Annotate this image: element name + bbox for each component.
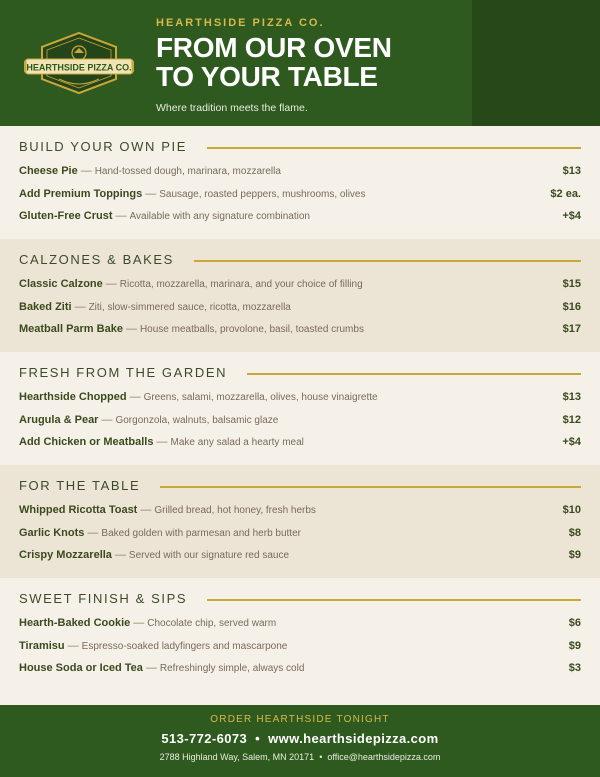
website-link[interactable]: www.hearthsidepizza.com — [268, 731, 439, 746]
item-dash: — — [67, 639, 79, 652]
item-name: Hearth-Baked Cookie — [19, 617, 131, 629]
menu-item — [19, 188, 581, 211]
item-name: House Soda or Iced Tea — [19, 662, 143, 674]
menu-section — [0, 578, 600, 691]
menu-section — [0, 239, 600, 352]
menu-item — [19, 640, 581, 663]
item-price: $13 — [562, 165, 581, 177]
item-description: Available with any signature combination — [129, 211, 310, 222]
item-price: +$4 — [562, 436, 581, 448]
section-header — [19, 362, 581, 382]
item-price: $8 — [568, 526, 581, 539]
headline — [156, 33, 392, 91]
menu-item — [19, 210, 581, 233]
section-divider — [194, 260, 581, 262]
item-price: $16 — [562, 300, 581, 313]
section-header — [19, 136, 581, 156]
item-price: $12 — [562, 413, 581, 426]
section-divider — [247, 373, 581, 375]
item-name: Classic Calzone — [19, 278, 103, 290]
item-name: Tiramisu — [19, 639, 65, 652]
section-divider — [160, 486, 581, 488]
section-header — [19, 475, 581, 495]
menu-item — [19, 323, 581, 346]
menu-item — [19, 617, 581, 640]
menu-item — [19, 662, 581, 685]
menu-section — [0, 352, 600, 465]
item-description: Ziti, slow-simmered sauce, ricotta, mozzarella — [88, 301, 291, 313]
address: 2788 Highland Way, Salem, MN 20171 — [159, 752, 315, 762]
section-header — [19, 249, 581, 269]
item-name: Crispy Mozzarella — [19, 549, 112, 561]
item-description: Ricotta, mozzarella, marinara, and your choice of filling — [119, 279, 363, 290]
phone-number[interactable]: 513-772-6073 — [161, 731, 248, 746]
item-price: $9 — [568, 549, 581, 561]
item-dash: — — [105, 278, 117, 290]
item-price: $15 — [562, 278, 581, 290]
item-dash: — — [140, 504, 152, 516]
section-divider — [207, 147, 581, 149]
item-dash: — — [133, 617, 145, 629]
header — [0, 0, 600, 126]
item-dash: — — [74, 300, 86, 313]
item-description: Espresso-soaked ladyfingers and mascarpone — [81, 640, 288, 652]
item-dash: — — [129, 391, 141, 403]
item-description: Refreshingly simple, always cold — [159, 663, 305, 674]
footer-contact — [0, 731, 600, 746]
menu-section — [0, 465, 600, 578]
item-name: Add Premium Toppings — [19, 187, 143, 200]
item-name: Garlic Knots — [19, 526, 85, 539]
item-description: Baked golden with parmesan and herb butter — [101, 527, 301, 539]
item-list — [19, 165, 581, 233]
item-dash: — — [145, 662, 157, 674]
separator-dot: • — [255, 731, 261, 746]
menu-section — [0, 126, 600, 239]
menu-item — [19, 504, 581, 527]
menu-item — [19, 278, 581, 301]
logo-badge — [24, 31, 134, 95]
item-dash: — — [101, 413, 113, 426]
footer-cta: ORDER HEARTHSIDE TONIGHT — [210, 714, 390, 725]
item-dash: — — [80, 165, 92, 177]
item-name: Baked Ziti — [19, 300, 72, 313]
section-title: SWEET FINISH & SIPS — [19, 590, 188, 606]
item-price: +$4 — [562, 210, 581, 222]
item-list — [19, 391, 581, 459]
item-dash: — — [125, 323, 137, 335]
item-list — [19, 617, 581, 685]
item-description: Make any salad a hearty meal — [170, 437, 304, 448]
footer-address-line — [0, 752, 600, 762]
menu-item — [19, 301, 581, 324]
section-title: BUILD YOUR OWN PIE — [19, 138, 187, 154]
email-link[interactable]: office@hearthsidepizza.com — [327, 752, 441, 762]
item-name: Hearthside Chopped — [19, 391, 127, 403]
menu-item — [19, 414, 581, 437]
item-name: Meatball Parm Bake — [19, 323, 123, 335]
menu-item — [19, 436, 581, 459]
item-name: Add Chicken or Meatballs — [19, 436, 154, 448]
item-name: Gluten-Free Crust — [19, 210, 113, 222]
section-title: FRESH FROM THE GARDEN — [19, 364, 228, 380]
headline-line-1: FROM OUR OVEN — [156, 32, 392, 63]
item-dash: — — [145, 187, 157, 200]
item-name: Arugula & Pear — [19, 413, 99, 426]
menu-item — [19, 527, 581, 550]
item-price: $13 — [562, 391, 581, 403]
menu-body — [0, 126, 600, 691]
item-name: Cheese Pie — [19, 165, 78, 177]
footer — [0, 705, 600, 777]
brand-name: HEARTHSIDE PIZZA CO. — [156, 17, 325, 29]
item-description: House meatballs, provolone, basil, toasted crumbs — [139, 324, 364, 335]
item-list — [19, 278, 581, 346]
item-description: Grilled bread, hot honey, fresh herbs — [154, 505, 316, 516]
item-description: Hand-tossed dough, marinara, mozzarella — [94, 166, 281, 177]
item-description: Chocolate chip, served warm — [147, 618, 277, 629]
item-price: $2 ea. — [550, 187, 581, 200]
menu-item — [19, 165, 581, 188]
section-header — [19, 588, 581, 608]
item-description: Served with our signature red sauce — [128, 550, 290, 561]
header-shade — [472, 0, 600, 126]
item-price: $17 — [562, 323, 581, 335]
item-dash: — — [87, 526, 99, 539]
tagline: Where tradition meets the flame. — [156, 102, 308, 114]
item-description: Sausage, roasted peppers, mushrooms, olives — [159, 188, 366, 200]
item-price: $9 — [568, 639, 581, 652]
separator-dot: • — [319, 752, 323, 762]
item-description: Gorgonzola, walnuts, balsamic glaze — [115, 414, 279, 426]
item-price: $3 — [568, 662, 581, 674]
logo-text: HEARTHSIDE PIZZA CO. — [26, 62, 132, 73]
item-description: Greens, salami, mozzarella, olives, house vinaigrette — [143, 392, 378, 403]
item-dash: — — [115, 210, 127, 222]
section-divider — [207, 599, 581, 601]
item-list — [19, 504, 581, 572]
menu-item — [19, 391, 581, 414]
menu-item — [19, 549, 581, 572]
item-price: $6 — [568, 617, 581, 629]
headline-line-2: TO YOUR TABLE — [156, 61, 378, 92]
item-dash: — — [114, 549, 126, 561]
section-title: CALZONES & BAKES — [19, 251, 174, 267]
item-price: $10 — [562, 504, 581, 516]
section-title: FOR THE TABLE — [19, 477, 141, 493]
item-name: Whipped Ricotta Toast — [19, 504, 138, 516]
item-dash: — — [156, 436, 168, 448]
